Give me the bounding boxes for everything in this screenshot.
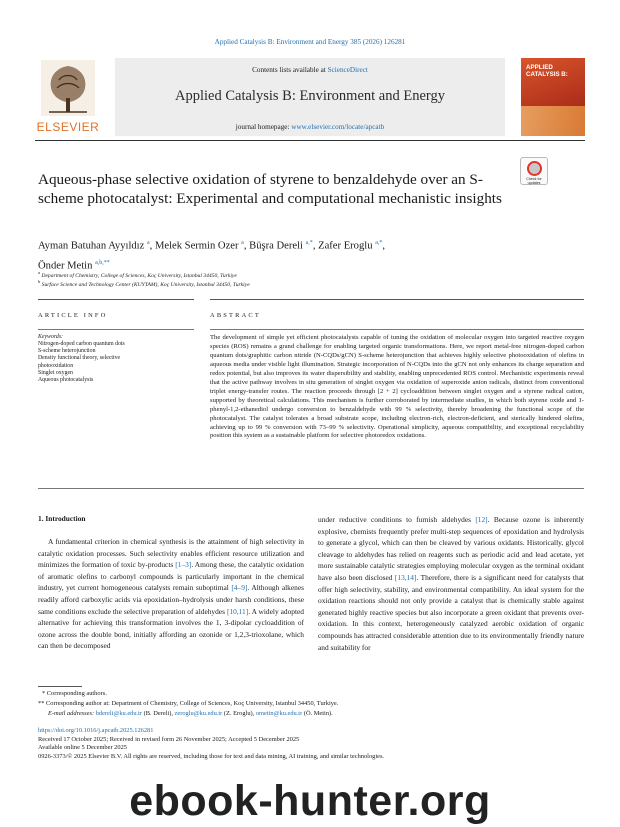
- footnotes: [38, 689, 584, 718]
- abstract-heading: ABSTRACT: [210, 312, 261, 319]
- doi-link[interactable]: https://doi.org/10.1016/j.apcatb.2025.126281: [38, 727, 154, 734]
- author-affil-sup[interactable]: a: [241, 240, 244, 246]
- affiliation-text: Surface Science and Technology Center (KUYTAM), Koç University, Istanbul 34450, Turkiye: [41, 281, 250, 288]
- contents-prefix: Contents lists available at: [252, 66, 328, 74]
- email-owner: (Z. Eroglu),: [222, 709, 256, 717]
- email-link[interactable]: bdereli@ku.edu.tr: [95, 709, 143, 717]
- journal-citation[interactable]: Applied Catalysis B: Environment and Energy 385 (2026) 126281: [214, 38, 406, 46]
- author-name[interactable]: Zafer Eroglu: [318, 240, 373, 252]
- paragraph-text: . Among these, the catalytic oxidation of aromatic olefins to carbonyl compounds is particularly important in the chemical industry, yet current homogeneous catalysts remain suboptimal: [38, 560, 305, 593]
- footnote-divider: [38, 686, 82, 687]
- article-title: Aqueous-phase selective oxidation of styrene to benzaldehyde over an S-scheme photocatalyst: Experimental and computational mechanistic insights: [38, 171, 502, 207]
- contents-line: [115, 66, 505, 74]
- journal-cover-thumbnail[interactable]: [521, 58, 585, 136]
- cover-title: APPLIED CATALYSIS B:: [526, 64, 568, 78]
- affiliation-sup: a: [38, 270, 40, 275]
- author-name[interactable]: Önder Metin: [38, 260, 93, 272]
- check-for-updates-icon: [527, 161, 542, 176]
- author-name[interactable]: Büşra Dereli: [249, 240, 303, 252]
- author-list: Ayman Batuhan Ayyıldız $^a$, Melek Sermin Ozer $^a$, Büşra Dereli $^{a,*}$, Zafer Eroglu $^{a,*}$, Önder Metin $^{a,b,**}$: [38, 240, 386, 272]
- watermark: ebook-hunter.org: [129, 777, 491, 825]
- reference-link[interactable]: [10,11]: [226, 606, 249, 616]
- keyword: Density functional theory, selective: [38, 355, 121, 362]
- received-dates: Received 17 October 2025; Received in revised form 26 November 2025; Accepted 5 December 2025: [38, 735, 300, 743]
- publication-info: [38, 727, 584, 761]
- abstract-text: The development of simple yet efficient photocatalysts capable of tuning the oxidation of molecular oxygen into targeted reactive oxygen species (ROS) remains a grand challenge for enabling targeted organic transformations. Here, we report metal-free nitrogen-doped carbon quantum dots/graphitic carbon nitride (N-CQDs/gCN) S-scheme heterojunction that achieves highly selective photooxidation of olefins in aqueous media under visible light illumination. Strategic incorporation of N-CQDs into the gCN not only enhances its charge separation and redox potential, but also improves its water dispersibility and stability, enabling unprecedented ROS control. Mechanistic experiments reveal that the active pathway involves in situ generation of singlet oxygen via oxidation of superoxide anion radicals, distinct from conventional triplet energy-transfer routes. The reaction proceeds through [2 + 2] cycloaddition between singlet oxygen and a styrene radical cation, supported by theoretical calculations. This mechanism is further corroborated by intermediate studies, in which both styrene oxide and 1-phenyl-1,2-ethanediol undergo conversion to benzaldehyde with 99 % selectivity, thereby broadening the functional scope of the photocatalyst. The catalyst tolerates a broad substrate scope, including electron-rich, electron-deficient, and sterically hindered olefins, achieving up to 99 % conversion with 73–99 % selectivity. Operational simplicity, aqueous compatibility, and exceptional recyclability position this system as a sustainable platform for selective photoredox oxidations.: [210, 334, 584, 440]
- author-affil-sup[interactable]: a,b,**: [95, 259, 110, 266]
- journal-masthead: [35, 58, 585, 136]
- sciencedirect-link[interactable]: ScienceDirect: [327, 66, 368, 74]
- paragraph-text: . A widely adopted alternative for achieving this transformation involves the 1, 3-dipolar cycloaddition of ozone across the double bond, initially affording an ozonide or 1,2,3-trioxolane, which can then be decomposed: [38, 606, 304, 651]
- corresponding-address: ** Corresponding author at: Department of Chemistry, College of Sciences, Koç University, Istanbul 34450, Turkiye.: [38, 699, 339, 707]
- paragraph-text: A fundamental criterion in chemical synthesis is the attainment of high selectivity in catalytic oxidation processes. Such selectivity enables efficient resource utilization and minimizes the formation of toxic by-products: [38, 537, 304, 570]
- homepage-prefix: journal homepage:: [235, 123, 292, 131]
- affiliation: [38, 279, 578, 288]
- reference-link[interactable]: [13,14]: [394, 572, 417, 582]
- keyword: Nitrogen-doped carbon quantum dots: [38, 341, 125, 347]
- keyword: S-scheme heterojunction: [38, 348, 96, 355]
- check-for-updates-button[interactable]: [520, 157, 548, 185]
- journal-name: Applied Catalysis B: Environment and Energy: [175, 88, 445, 104]
- homepage-line: [115, 123, 505, 131]
- introduction-column-right: [318, 514, 584, 653]
- paragraph-text: . Because ozone is inherently explosive, chemists frequently prefer multi-step sequences of epoxidation and hydrolysis to generate a glycol, which can then be cleaved by various oxidants. Historically, glycol cleavage to aldehydes has relied on reagents such as periodic acid and lead acetate, yet more sustainable catalytic strategies employing molecular oxygen as the terminal oxidant have also been disclosed: [318, 515, 584, 582]
- elsevier-tree-icon: [41, 60, 95, 116]
- email-label: E-mail addresses:: [48, 709, 95, 717]
- affiliation-text: Department of Chemistry, College of Sciences, Koç University, Istanbul 34450, Turkiye: [41, 272, 237, 279]
- keyword: Singlet oxygen: [38, 369, 73, 376]
- email-owner: (Ö. Metin).: [302, 709, 333, 717]
- affiliation-sup: b: [38, 279, 41, 284]
- paragraph-text: . Therefore, there is a significant need for catalysts that offer high selectivity, stability, and environmental compatibility. An ideal system for the oxidation reactions should not only provide a catalyst that is chemically stable against generated highly reactive species but also incorporate a green oxidant that prevents over-oxidation. In this context, heterogeneously catalyzed aerobic oxidation of organic compounds has attracted considerable attention due to its environmentally friendly nature and suitability for: [318, 572, 584, 652]
- reference-link[interactable]: [1–3]: [175, 560, 192, 570]
- divider: [38, 299, 194, 300]
- divider: [210, 299, 584, 300]
- check-for-updates-label: Check for updates: [526, 177, 542, 185]
- paragraph-text: . Although alkenes readily afford carboxylic acids via epoxidation–hydrolysis under harsh conditions, these same conditions exclude the selective preparation of aldehydes: [38, 583, 304, 616]
- divider: [38, 329, 194, 330]
- divider: [210, 329, 584, 330]
- masthead-box: [115, 58, 505, 136]
- affiliation: [38, 270, 578, 279]
- available-online: Available online 5 December 2025: [38, 744, 127, 752]
- article-info-heading: ARTICLE INFO: [38, 312, 108, 319]
- author-affil-sup[interactable]: a,*: [305, 240, 313, 246]
- cover-band: [521, 106, 585, 136]
- email-link[interactable]: ometin@ku.edu.tr: [255, 709, 303, 717]
- introduction-heading: 1. Introduction: [38, 514, 86, 523]
- paragraph-text: under reductive conditions to furnish aldehydes: [318, 515, 476, 524]
- keyword: Aqueous photocatalysis: [38, 377, 94, 384]
- keywords-list: [38, 341, 188, 384]
- keyword: photooxidation: [38, 362, 74, 369]
- journal-homepage-link[interactable]: www.elsevier.com/locate/apcatb: [291, 123, 385, 131]
- introduction-column-left: [38, 536, 304, 652]
- publisher-logo[interactable]: [35, 58, 101, 134]
- author-affil-sup[interactable]: a: [147, 240, 150, 246]
- divider: [38, 488, 584, 489]
- email-link[interactable]: zeroglu@ku.edu.tr: [174, 709, 223, 717]
- email-owner: (B. Dereli),: [142, 709, 175, 717]
- reference-link[interactable]: [12]: [475, 515, 488, 524]
- copyright-line: 0926-3373/© 2025 Elsevier B.V. All rights are reserved, including those for text and data mining, AI training, and similar technologies.: [38, 752, 385, 760]
- publisher-name: ELSEVIER: [36, 120, 100, 134]
- email-line: [38, 709, 584, 719]
- author-affil-sup[interactable]: a,*: [375, 240, 383, 246]
- reference-link[interactable]: [4–9]: [231, 583, 248, 593]
- author-name[interactable]: Ayman Batuhan Ayyıldız: [38, 240, 145, 252]
- corresponding-note: * Corresponding authors.: [42, 690, 107, 697]
- author-name[interactable]: Melek Sermin Ozer: [154, 240, 239, 252]
- masthead-divider: [35, 140, 585, 141]
- keywords-label: Keywords:: [38, 334, 63, 340]
